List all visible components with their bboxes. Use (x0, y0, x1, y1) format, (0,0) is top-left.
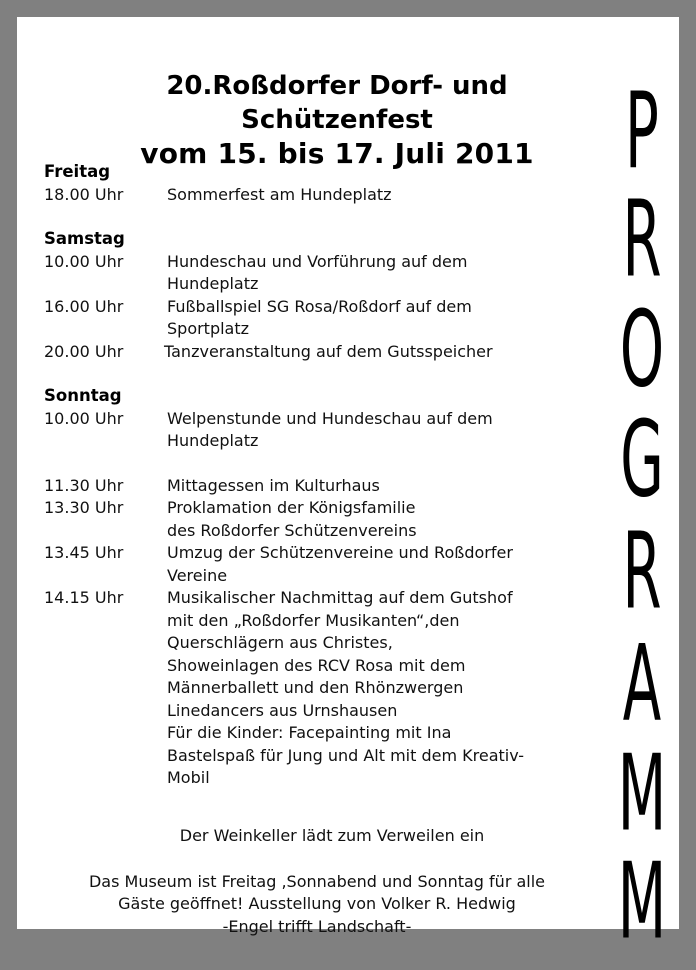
event-description (164, 341, 584, 364)
museum-line: Gäste geöffnet! Ausstellung von Volker R. Hedwig (118, 894, 516, 913)
event-time: 18.00 Uhr (44, 184, 124, 204)
event-row (44, 296, 584, 341)
spacer (44, 453, 584, 475)
vertical-letter: M (617, 841, 667, 964)
event-row (44, 184, 584, 207)
event-time: 11.30 Uhr (44, 475, 124, 495)
event-line: Vereine (167, 565, 228, 585)
event-row (44, 408, 584, 453)
museum-line: Das Museum ist Freitag ,Sonnabend und Sonntag für alle (88, 871, 546, 891)
event-line: Hundeschau und Vorführung auf dem (167, 251, 468, 271)
event-row (44, 475, 584, 498)
event-line: mit den „Roßdorfer Musikanten“,den (167, 610, 460, 630)
title-line-2: Schützenfest (241, 105, 433, 135)
event-line: Welpenstunde und Hundeschau auf dem (167, 408, 493, 428)
event-line: Tanzveranstaltung auf dem Gutsspeicher (164, 341, 493, 361)
event-row (44, 542, 584, 587)
event-line: Showeinlagen des RCV Rosa mit dem (167, 655, 466, 675)
event-line: Für die Kinder: Facepainting mit Ina (167, 723, 452, 742)
event-time: 13.30 Uhr (44, 498, 124, 517)
vertical-letter: A (622, 623, 662, 746)
event-row (44, 587, 584, 790)
event-time: 14.15 Uhr (44, 588, 124, 607)
vertical-letter: R (622, 511, 662, 634)
event-line: Linedancers aus Urnshausen (167, 700, 398, 720)
event-description (167, 408, 584, 453)
poster-footer (37, 825, 597, 938)
event-row (44, 251, 584, 296)
event-description (167, 497, 584, 542)
vertical-letter: G (620, 399, 664, 522)
vertical-letter: R (622, 179, 662, 302)
day-heading-freitag: Freitag (44, 162, 111, 181)
day-heading-samstag: Samstag (44, 229, 125, 248)
event-line: Musikalischer Nachmittag auf dem Gutshof (167, 588, 513, 607)
event-description (167, 296, 584, 341)
event-row (44, 341, 584, 364)
vertical-letter: O (619, 289, 665, 412)
event-line: Bastelspaß für Jung und Alt mit dem Kreativ- (167, 745, 525, 765)
event-description (167, 251, 584, 296)
museum-note (37, 871, 597, 939)
poster-page (17, 17, 679, 964)
poster-title (77, 69, 597, 171)
event-line: Sommerfest am Hundeplatz (167, 184, 392, 204)
event-time: 10.00 Uhr (44, 408, 124, 428)
event-time: 16.00 Uhr (44, 296, 124, 316)
event-line: Hundeplatz (167, 431, 259, 450)
event-line: Querschlägern aus Christes, (167, 633, 393, 652)
title-line-1: 20.Roßdorfer Dorf- und (166, 71, 508, 101)
event-time: 20.00 Uhr (44, 341, 124, 361)
event-description (167, 475, 584, 498)
event-description (167, 184, 584, 207)
weinkeller-note: Der Weinkeller lädt zum Verweilen ein (179, 826, 485, 845)
title-dates: vom 15. bis 17. Juli 2011 (140, 137, 534, 170)
vertical-letter: P (625, 71, 659, 194)
event-time: 10.00 Uhr (44, 251, 124, 271)
exhibition-title: -Engel trifft Landschaft- (222, 916, 412, 936)
event-line: Proklamation der Königsfamilie (167, 498, 416, 517)
event-line: Mobil (167, 768, 210, 787)
event-time: 13.45 Uhr (44, 543, 124, 562)
program-schedule (44, 161, 584, 790)
event-line: Umzug der Schützenvereine und Roßdorfer (167, 543, 513, 562)
event-line: des Roßdorfer Schützenvereins (167, 520, 417, 540)
spacer (44, 206, 584, 228)
vertical-programm-heading (597, 65, 687, 964)
spacer (44, 363, 584, 385)
event-description (167, 587, 584, 790)
event-description (167, 542, 584, 587)
event-row (44, 497, 584, 542)
event-line: Hundeplatz (167, 274, 259, 293)
vertical-letter: M (617, 733, 667, 856)
event-line: Mittagessen im Kulturhaus (167, 475, 380, 495)
event-line: Männerballett und den Rhönzwergen (167, 678, 464, 697)
event-line: Fußballspiel SG Rosa/Roßdorf auf dem (167, 296, 472, 316)
day-heading-sonntag: Sonntag (44, 386, 122, 405)
event-line: Sportplatz (167, 319, 250, 338)
